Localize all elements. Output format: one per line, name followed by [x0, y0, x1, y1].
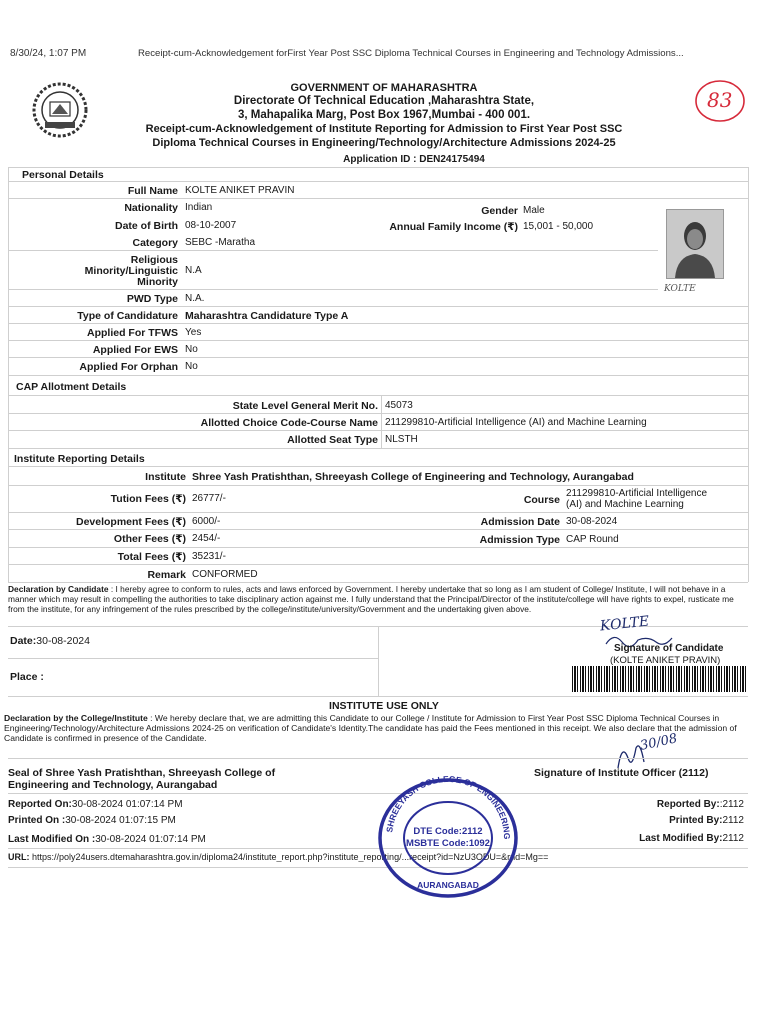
reported-on-row [8, 799, 183, 810]
admission-type-label: Admission Type [479, 534, 560, 546]
printed-on-label: Printed On : [8, 815, 66, 826]
candidature-label: Type of Candidature [77, 310, 178, 322]
date-label: Date: [10, 635, 37, 647]
minority-value: N.A [185, 265, 202, 276]
institute-declaration-heading: Declaration by the College/Institute [4, 713, 148, 723]
orphan-label: Applied For Orphan [79, 361, 178, 373]
merit-label: State Level General Merit No. [232, 400, 378, 412]
header-receipt-title: Receipt-cum-Acknowledgement of Institute Reporting for Admission to First Year Post SSC [145, 123, 623, 135]
printed-on-value: 30-08-2024 01:07:15 PM [65, 815, 176, 826]
section-institute-reporting: Institute Reporting Details [14, 453, 145, 465]
header-government: GOVERNMENT OF MAHARASHTRA [290, 82, 478, 94]
merit-value: 45073 [385, 400, 413, 411]
reported-by-value: :2112 [719, 799, 744, 810]
institute-use-heading: INSTITUTE USE ONLY [329, 700, 439, 712]
seat-label: Allotted Seat Type [287, 434, 378, 446]
income-label: Annual Family Income (₹) [389, 221, 518, 233]
minority-label-1: Religious [130, 254, 178, 266]
total-fees-label: Total Fees (₹) [117, 551, 186, 563]
application-id: Application ID : DEN24175494 [343, 154, 485, 165]
url-value[interactable]: https://poly24users.dtemaharashtra.gov.in/diploma24/institute_report.php?institute_reporting/...receipt?id=NzU3ODU=&rnd=Mg== [32, 852, 549, 862]
candidate-name: (KOLTE ANIKET PRAVIN) [610, 655, 721, 666]
course-value-1: 211299810-Artificial Intelligence [566, 488, 708, 499]
candidature-value: Maharashtra Candidature Type A [185, 310, 349, 322]
section-personal-details: Personal Details [22, 169, 104, 181]
course-value-2: (AI) and Machine Learning [566, 499, 684, 510]
stamp-bottom-text: AURANGABAD [417, 880, 479, 890]
tfws-label: Applied For TFWS [87, 327, 178, 339]
print-datetime: 8/30/24, 1:07 PM [10, 48, 87, 59]
tuition-label: Tution Fees (₹) [110, 493, 186, 505]
institute-label: Institute [145, 471, 186, 483]
printed-by-value: 2112 [722, 815, 744, 826]
full-name-label: Full Name [127, 185, 178, 197]
date-value: 30-08-2024 [36, 635, 90, 647]
header-course-title: Diploma Technical Courses in Engineering/Technology/Architecture Admissions 2024-25 [152, 137, 616, 149]
remark-label: Remark [147, 569, 186, 581]
category-value: SEBC -Maratha [185, 237, 256, 248]
dob-label: Date of Birth [115, 220, 178, 232]
handwritten-number: 83 [707, 88, 733, 112]
candidate-photo [666, 209, 724, 279]
photo-signature: KOLTE [664, 284, 696, 294]
category-label: Category [132, 237, 178, 249]
header-directorate: Directorate Of Technical Education ,Maharashtra State, [233, 95, 535, 107]
gender-value: Male [523, 205, 545, 216]
other-fees-value: 2454/- [192, 533, 221, 544]
institute-declaration-text: : We hereby declare that, we are admitting this Candidate to our College / Institute for Admission to First Year Post SSC Diploma Technical Courses in Engineering/Technology/Architecture Admissions 2024-25 on verification of Candidate's Identity.The candidate has paid the Fees mentioned in this receipt. We also declare that the admission of Candidate is confirmed in presence of the Candidate. [4, 713, 737, 743]
reported-on-value: 30-08-2024 01:07:14 PM [71, 799, 183, 810]
tfws-value: Yes [185, 327, 202, 338]
dob-value: 08-10-2007 [185, 220, 237, 231]
officer-handwritten-date: 30/08 [638, 731, 679, 754]
reported-by-label: Reported By: [656, 799, 720, 810]
admission-date-value: 30-08-2024 [566, 516, 618, 527]
pwd-label: PWD Type [126, 293, 178, 305]
income-value: 15,001 - 50,000 [523, 221, 594, 232]
seal-label-1: Seal of Shree Yash Pratishthan, Shreeyash College of [8, 767, 276, 779]
section-cap-allotment: CAP Allotment Details [16, 381, 127, 393]
seal-label-2: Engineering and Technology, Aurangabad [8, 779, 218, 791]
ews-value: No [185, 344, 198, 355]
stamp-msbte-code: MSBTE Code:1092 [406, 838, 490, 849]
modified-by-value: 2112 [722, 833, 744, 844]
printed-on-row [8, 815, 176, 826]
institute-value: Shree Yash Pratishthan, Shreeyash College of Engineering and Technology, Aurangabad [192, 471, 634, 483]
print-page-title: Receipt-cum-Acknowledgement forFirst Year Post SSC Diploma Technical Courses in Engineering and Technology Admissions... [138, 48, 684, 59]
url-label: URL: [8, 852, 30, 862]
stamp-dte-code: DTE Code:2112 [413, 826, 483, 837]
place-label: Place : [10, 671, 44, 683]
barcode [572, 666, 746, 692]
candidate-signature-label: Signature of Candidate [614, 643, 724, 654]
modified-on-row [8, 834, 206, 845]
stamp-ring-text: SHREEYASH COLLEGE OF ENGINEERING [384, 776, 513, 840]
choice-value: 211299810-Artificial Intelligence (AI) and Machine Learning [385, 417, 647, 428]
date-row [10, 635, 90, 647]
seat-value: NLSTH [385, 434, 418, 445]
printed-by-row [560, 815, 744, 826]
remark-value: CONFORMED [192, 569, 258, 580]
orphan-value: No [185, 361, 198, 372]
pwd-value: N.A. [185, 293, 205, 304]
college-stamp [374, 776, 522, 900]
admission-type-value: CAP Round [566, 534, 619, 545]
tuition-value: 26777/- [192, 493, 226, 504]
other-fees-label: Other Fees (₹) [113, 533, 186, 545]
header-address: 3, Mahapalika Marg, Post Box 1967,Mumbai - 400 001. [237, 109, 531, 121]
ews-label: Applied For EWS [92, 344, 178, 356]
minority-label-3: Minority [137, 276, 178, 288]
candidate-declaration-text: : I hereby agree to conform to rules, acts and laws enforced by Government. I hereby undertake that so long as I am student of College/ Institute, I will not behave in a manner which may result in compelling the authorities to take disciplinary action against me. I fully understand that the Principal/Director of the institute/college will have rights to expel, rusticate me from the institute, for any infringement of the rules prescribed by the college/institute/university/Government and the undertaking given above. [8, 584, 734, 614]
candidate-declaration [8, 584, 748, 614]
admission-date-label: Admission Date [480, 516, 560, 528]
modified-by-label: Last Modified By: [639, 833, 723, 844]
reported-by-row [560, 799, 744, 810]
choice-label: Allotted Choice Code-Course Name [200, 417, 378, 429]
gender-label: Gender [481, 205, 518, 217]
development-value: 6000/- [192, 516, 221, 527]
printed-by-label: Printed By: [669, 815, 723, 826]
nationality-label: Nationality [124, 202, 178, 214]
course-label: Course [523, 494, 560, 506]
modified-on-value: 30-08-2024 01:07:14 PM [95, 834, 206, 845]
minority-label-2: Minority/Linguistic [84, 265, 178, 277]
candidate-handwritten-signature: KOLTE [599, 613, 650, 635]
nationality-value: Indian [185, 202, 213, 213]
development-label: Development Fees (₹) [76, 516, 186, 528]
full-name-value: KOLTE ANIKET PRAVIN [185, 185, 295, 196]
modified-by-row [560, 833, 744, 844]
candidate-declaration-heading: Declaration by Candidate [8, 584, 109, 594]
officer-signature-label: Signature of Institute Officer (2112) [534, 767, 709, 779]
total-fees-value: 35231/- [192, 551, 226, 562]
modified-on-label: Last Modified On : [8, 834, 96, 845]
reported-on-label: Reported On: [8, 799, 72, 810]
